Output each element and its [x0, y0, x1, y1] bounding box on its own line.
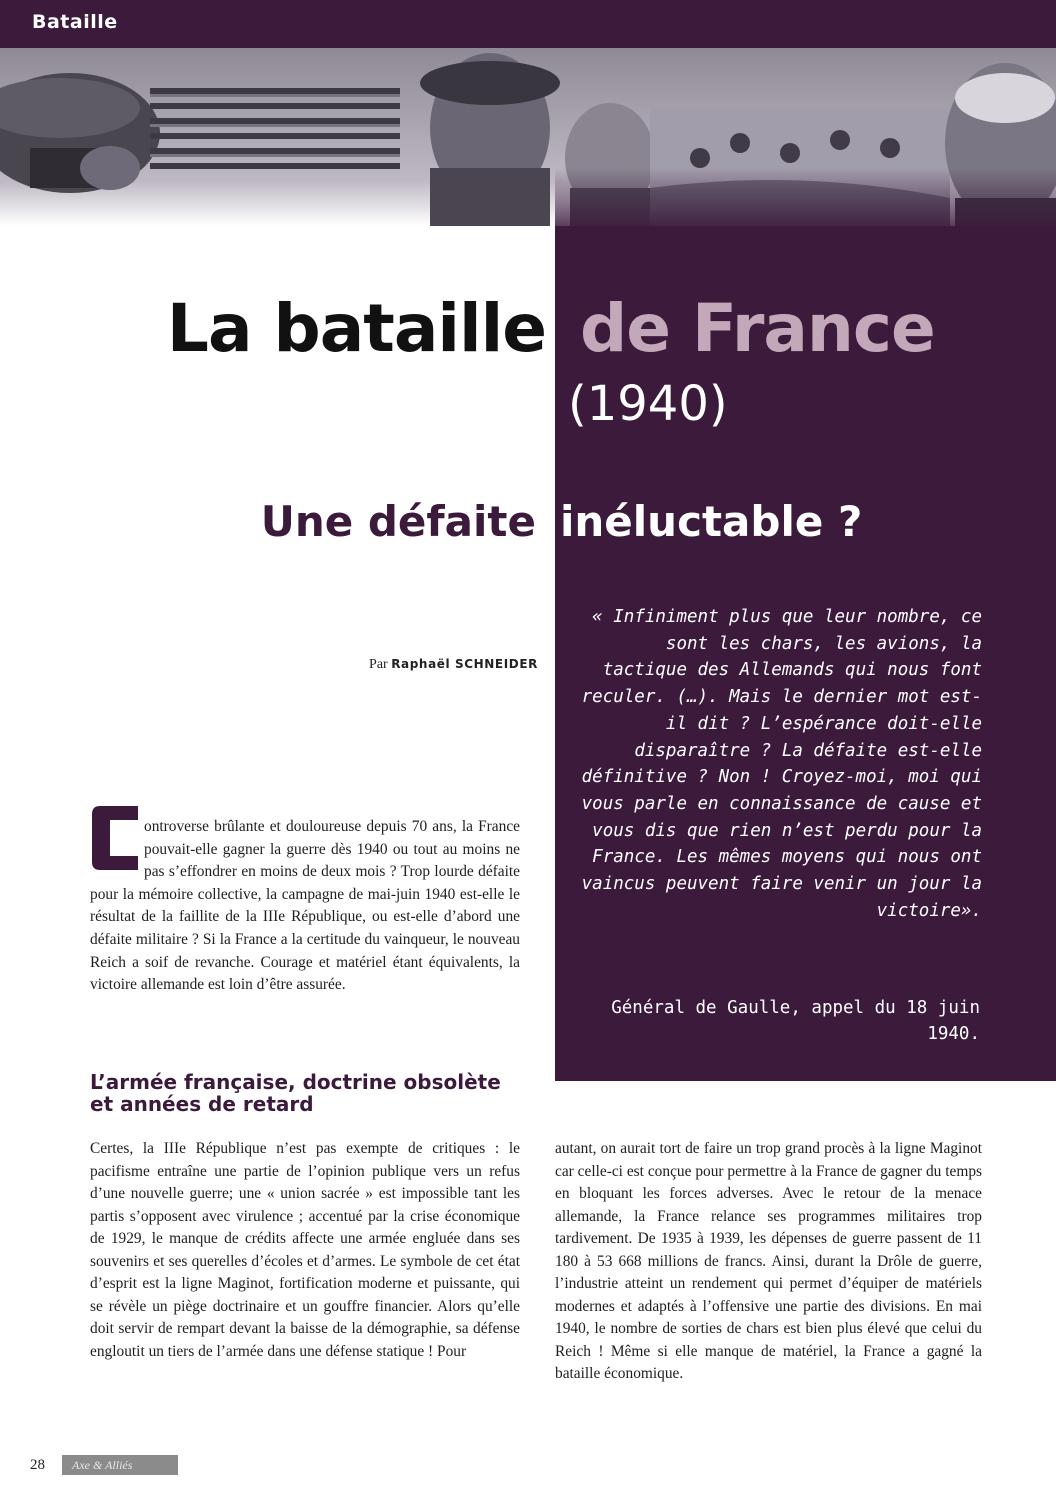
page-number: 28	[30, 1457, 45, 1473]
intro-paragraph	[90, 816, 520, 997]
section-label: Bataille	[32, 11, 118, 33]
quote-attribution: Général de Gaulle, appel du 18 juin 1940.	[611, 998, 980, 1044]
intro-text: ontroverse brûlante et douloureuse depuis 70 ans, la France pouvait-elle gagner la guerre dès 1940 ou tout au moins ne pas s’effondrer en moins de deux mois ? Trop lourde défaite pour la mémoire collective, la campagne de mai-juin 1940 est-elle le résultat de la faillite de la IIIe République, ou est-elle d’abord une défaite militaire ? Si la France a la certitude du vainqueur, le nouveau Reich a soif de revanche. Courage et matériel étant équivalents, la victoire allemande est loin d’être assurée.	[90, 818, 520, 994]
title-part-black: La bataille	[166, 290, 546, 367]
byline	[369, 657, 538, 673]
author-name: Raphaël SCHNEIDER	[391, 657, 538, 671]
photo-montage-image	[0, 48, 1056, 226]
article-title	[0, 290, 1056, 370]
header-photo-montage	[0, 48, 1056, 226]
top-bar	[0, 0, 1056, 48]
de-gaulle-quote: « Infiniment plus que leur nombre, ce sont les chars, les avions, la tactique des Allemands qui nous font reculer. (…). Mais le dernier mot est-il dit ? L’espérance doit-elle disparaître ? La défaite est-elle définitive ? Non ! Croyez-moi, moi qui vous parle en connaissance de cause et vous dis que rien n’est perdu pour la France. Les mêmes moyens qui nous ont vaincus peuvent faire venir un jour la victoire».	[581, 607, 982, 921]
body-column-left: Certes, la IIIe République n’est pas exempte de critiques : le pacifisme entraîne une partie de l’opinion publique vers un refus d’une nouvelle guerre; une « union sacrée » est impossible tant les partis s’opposent avec virulence ; accentué par la crise économique de 1929, le manque de crédits affecte une armée engluée dans ses souvenirs et ses querelles d’écoles et d’armes. Le symbole de cet état d’esprit est la ligne Maginot, fortification moderne et puissante, qui se révèle un piège doctrinaire et un gouffre financier. Alors qu’elle doit servir de rempart devant la baisse de la démographie, sa défense engloutit un tiers de l’armée dans une défense statique ! Pour	[90, 1140, 520, 1360]
body-column-right: autant, on aurait tort de faire un trop grand procès à la ligne Maginot car celle-ci est conçue pour permettre à la France de gagner du temps en bloquant les forces adverses. Avec le retour de la menace allemande, la France relance ses programmes militaires trop tardivement. De 1935 à 1939, les dépenses de guerre passent de 11 180 à 53 668 millions de francs. Ainsi, durant la Drôle de guerre, l’industrie atteint un rendement qui permet d’équiper de matériels modernes et adaptés à l’offensive une partie des divisions. En mai 1940, le nombre de sorties de chars est bien plus élevé que celui du Reich ! Même si elle manque de matériel, la France a gagné la bataille économique.	[555, 1140, 982, 1382]
title-part-pink: de France	[580, 290, 935, 367]
section-heading: L’armée française, doctrine obsolète et années de retard	[90, 1070, 501, 1116]
dropcap-spacer	[90, 816, 144, 878]
byline-prefix: Par	[369, 657, 388, 672]
title-year: (1940)	[568, 376, 728, 432]
magazine-name: Axe & Alliés	[62, 1455, 178, 1475]
subtitle-part-light: inéluctable ?	[560, 497, 863, 546]
subtitle-part-dark: Une défaite	[260, 497, 536, 546]
